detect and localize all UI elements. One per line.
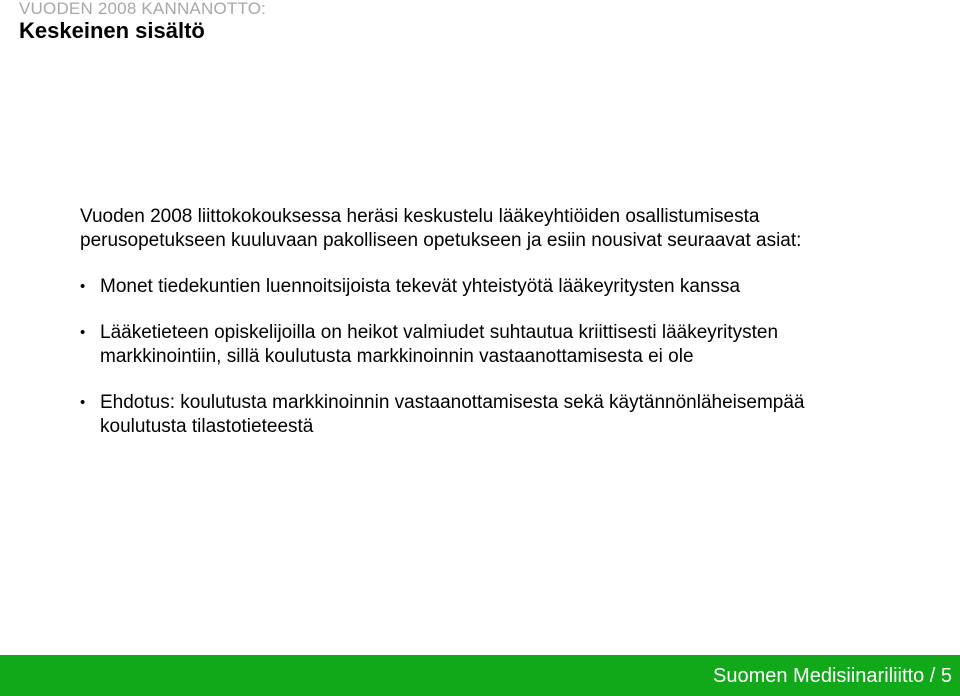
bullet-text: koulutusta tilastotieteestä (100, 416, 314, 437)
bullet-item (80, 391, 940, 439)
intro-line: perusopetukseen kuuluvaan pakolliseen opetukseen ja esiin nousivat seuraavat asiat: (80, 230, 802, 251)
bullet-item (80, 275, 940, 299)
bullet-text: Ehdotus: koulutusta markkinoinnin vastaanottamisesta sekä käytännönläheisempää (100, 392, 805, 413)
bullet-icon: • (80, 278, 86, 295)
bullet-icon: • (80, 394, 86, 411)
bullet-text: Monet tiedekuntien luennoitsijoista tekevät yhteistyötä lääkeyritysten kanssa (100, 276, 741, 297)
footer-bar (0, 655, 960, 696)
bullet-item (80, 321, 940, 369)
footer-label: Suomen Medisiinariliitto / 5 (713, 665, 952, 687)
bullet-list (80, 275, 940, 439)
bullet-text: Lääketieteen opiskelijoilla on heikot valmiudet suhtautua kriittisesti lääkeyritysten (100, 322, 779, 343)
slide-title: Keskeinen sisältö (19, 18, 205, 43)
intro-paragraph (80, 205, 940, 253)
intro-line: Vuoden 2008 liittokokouksessa heräsi keskustelu lääkeyhtiöiden osallistumisesta (80, 206, 760, 227)
bullet-text: markkinointiin, sillä koulutusta markkinoinnin vastaanottamisesta ei ole (100, 346, 694, 367)
slide-body (80, 205, 940, 461)
slide-kicker: VUODEN 2008 KANNANOTTO: (19, 0, 267, 18)
bullet-icon: • (80, 324, 86, 341)
